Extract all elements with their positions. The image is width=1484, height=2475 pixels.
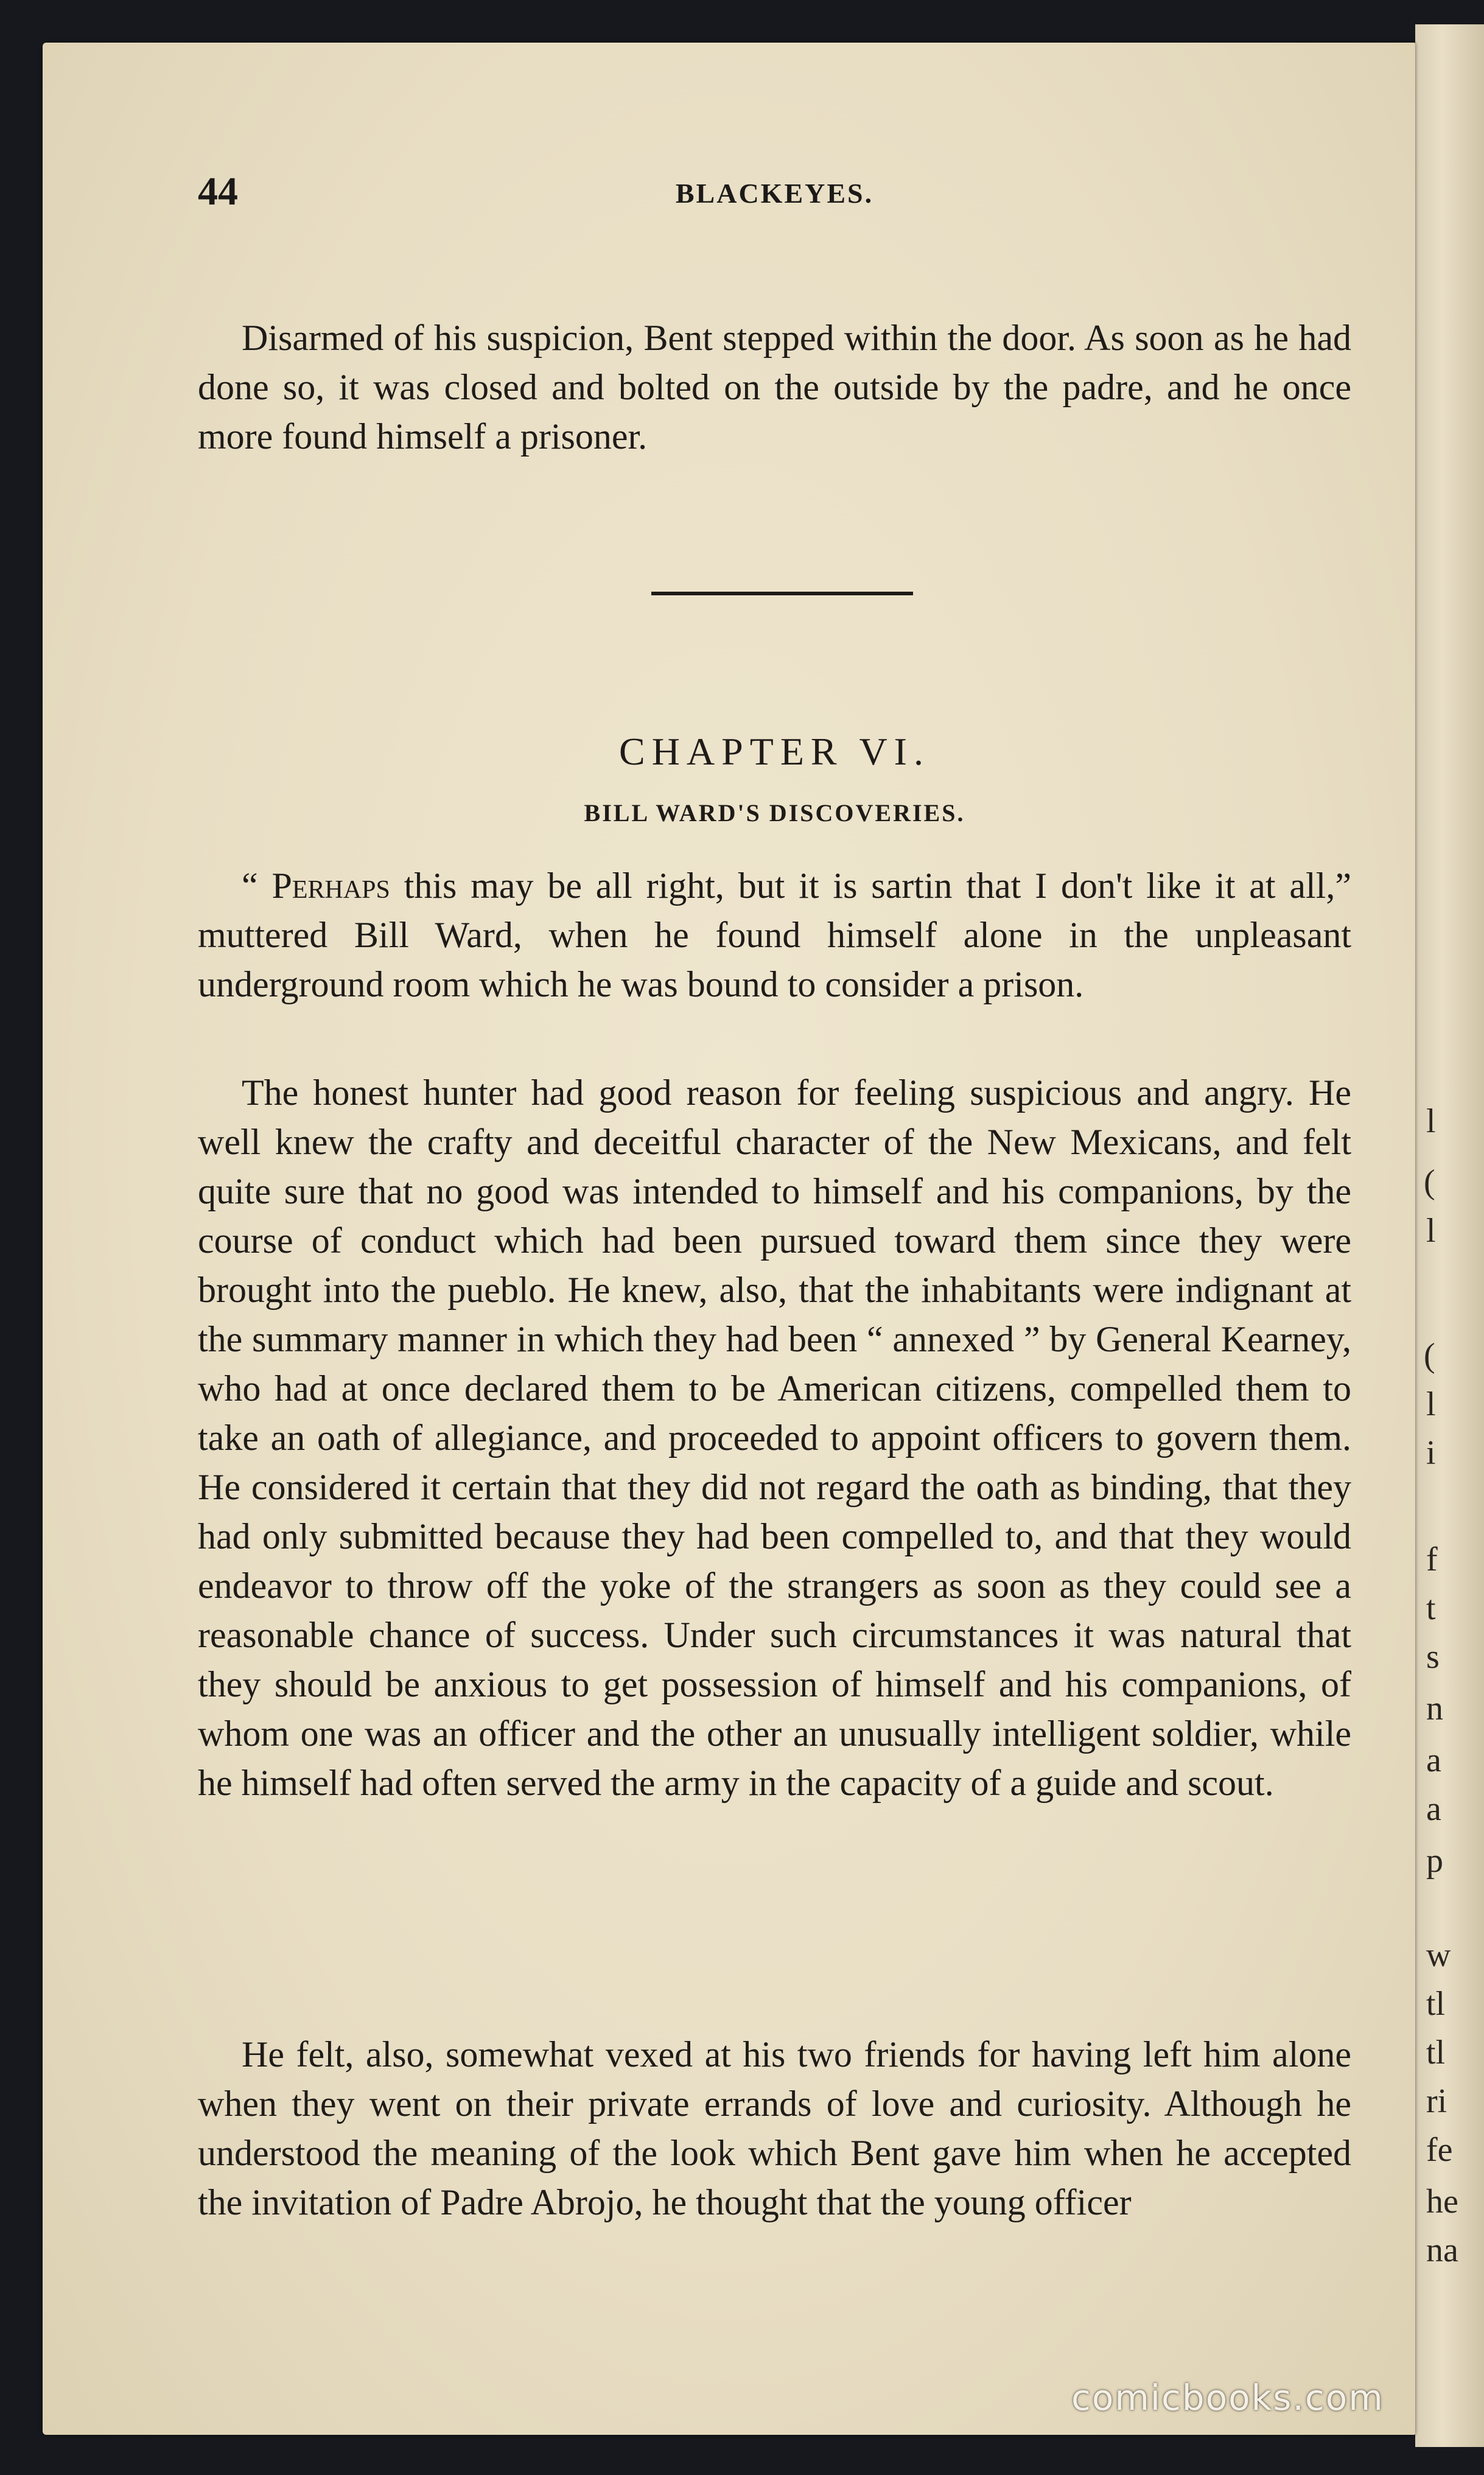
opening-paragraph: Disarmed of his suspicion, Bent stepped within the door. As soon as he had done so, it was closed and bolted on the outside by the padre, and he once more found himself a prisoner. (198, 318, 1351, 457)
chapter-title: CHAPTER VI. (619, 730, 930, 773)
running-title: BLACKEYES. (675, 178, 874, 209)
adjacent-letter: tl (1426, 2034, 1446, 2071)
chapter-first-paragraph-text: this may be all right, but it is sartin that I don't like it at all,” muttered Bill Ward, when he found himself alone in the unpleasant underground room which he was bound to consider a prison. (198, 866, 1351, 1004)
chapter-first-paragraph (198, 861, 1351, 1009)
adjacent-letter: ( (1424, 1163, 1435, 1201)
adjacent-letter: na (1426, 2232, 1458, 2269)
adjacent-letter: he (1426, 2183, 1458, 2221)
page-number: 44 (198, 169, 238, 214)
adjacent-letter: l (1426, 1385, 1436, 1423)
body-paragraph: He felt, also, somewhat vexed at his two friends for having left him alone when they went on their private errands of love and curiosity. Although he understood the meaning of the look which Bent gave him when he accepted the invitation of Padre Abrojo, he thought that the young officer (198, 2034, 1351, 2222)
adjacent-letter: w (1426, 1936, 1451, 1974)
adjacent-letter: a (1426, 1742, 1441, 1779)
adjacent-letter: fe (1426, 2131, 1453, 2169)
watermark: comicbooks.com (1071, 2377, 1384, 2418)
adjacent-letter: f (1426, 1541, 1438, 1578)
chapter-first-word: “ Perhaps (242, 866, 390, 906)
adjacent-letter: a (1426, 1790, 1441, 1828)
chapter-subtitle: BILL WARD'S DISCOVERIES. (584, 799, 965, 827)
section-divider (651, 592, 913, 595)
adjacent-letter: n (1426, 1690, 1443, 1728)
adjacent-letter: l (1426, 1212, 1436, 1250)
adjacent-page-edge (1415, 24, 1484, 2447)
adjacent-letter: t (1426, 1589, 1436, 1627)
adjacent-letter: i (1426, 1434, 1436, 1472)
adjacent-letter: ( (1424, 1337, 1435, 1374)
adjacent-letter: ri (1426, 2082, 1447, 2120)
body-paragraph: The honest hunter had good reason for feeling suspicious and angry. He well knew the crafty and deceitful character of the New Mexicans, and felt quite sure that no good was intended to himself and his companions, by the course of conduct which had been pursued toward them since they were brought into the pueblo. He knew, also, that the inhabitants were indignant at the summary manner in which they had been “ annexed ” by General Kearney, who had at once declared them to be American citizens, compelled them to take an oath of allegiance, and proceeded to appoint officers to govern them. He considered it certain that they did not regard the oath as binding, that they had only submitted because they had been compelled to, and that they would endeavor to throw off the yoke of the strangers as soon as they could see a reasonable chance of success. Under such circumstances it was natural that they should be anxious to get possession of himself and his companions, of whom one was an officer and the other an unusually intelligent soldier, while he himself had often served the army in the capacity of a guide and scout. (198, 1073, 1351, 1803)
running-head (198, 169, 1415, 217)
adjacent-letter: p (1426, 1842, 1443, 1880)
book-page (43, 43, 1415, 2435)
adjacent-letter: s (1426, 1638, 1440, 1676)
adjacent-letter: l (1426, 1102, 1436, 1140)
adjacent-letter: tl (1426, 1985, 1446, 2023)
